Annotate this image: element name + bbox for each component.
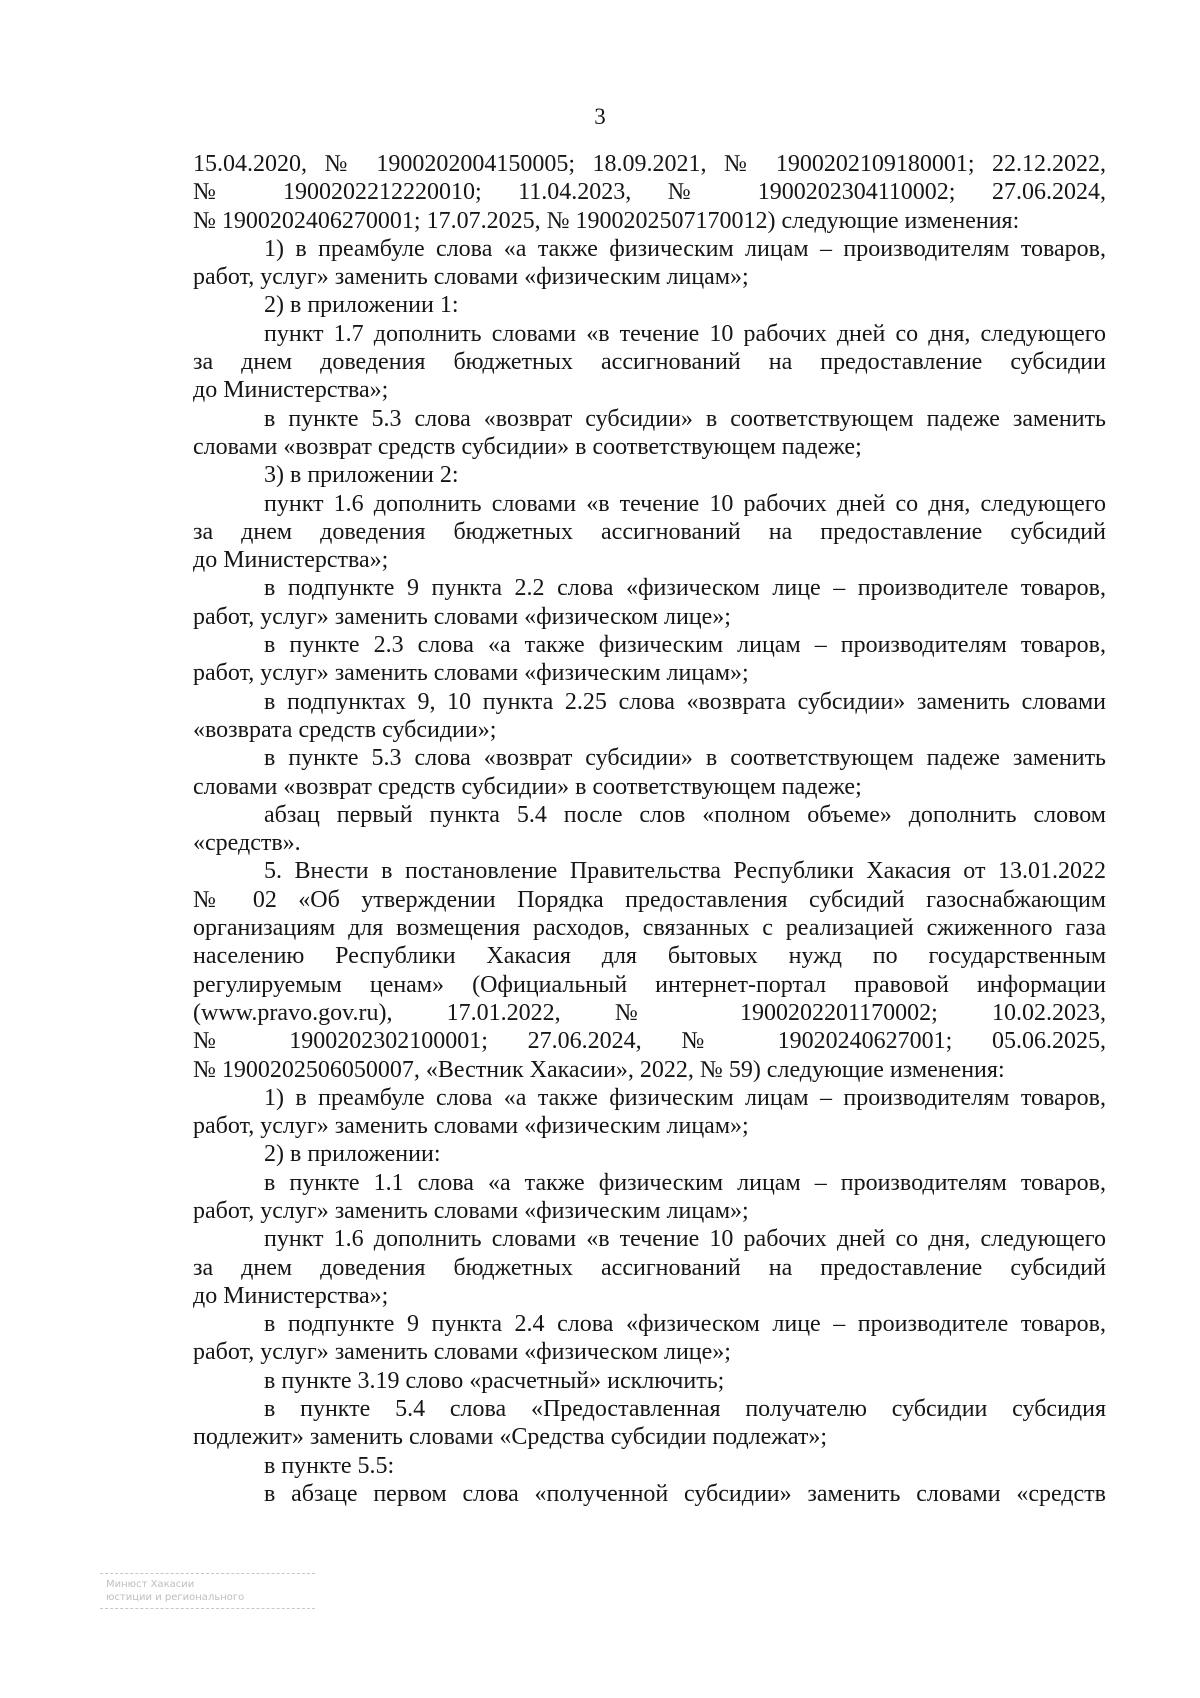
text-line: 1) в преамбуле слова «а также физическим лицам – производителям товаров,	[264, 235, 1106, 262]
text-line: № 1900202302100001; 27.06.2024, № 19020240627001; 05.06.2025,	[193, 1028, 1106, 1055]
text-line: в подпунктах 9, 10 пункта 2.25 слова «возврата субсидии» заменить словами	[264, 688, 1106, 715]
stamp-bottom-rule	[100, 1608, 315, 1609]
text-line: № 1900202212220010; 11.04.2023, № 1900202304110002; 27.06.2024,	[193, 179, 1106, 206]
stamp-text: Минюст Хакасии	[106, 1579, 195, 1590]
text-line: работ, услуг» заменить словами «физическим лицам»;	[193, 660, 749, 687]
text-line: работ, услуг» заменить словами «физическом лице»;	[193, 1339, 731, 1366]
text-line: организациям для возмещения расходов, связанных с реализацией сжиженного газа	[193, 915, 1106, 942]
text-line: 15.04.2020, № 1900202004150005; 18.09.2021, № 1900202109180001; 22.12.2022,	[193, 151, 1106, 177]
text-line: словами «возврат средств субсидии» в соответствующем падеже;	[193, 433, 862, 460]
text-line: «средств».	[193, 830, 301, 857]
text-line: 2) в приложении:	[264, 1141, 441, 1168]
stamp-text: юстиции и регионального	[106, 1592, 245, 1603]
text-line: работ, услуг» заменить словами «физическим лицам»;	[193, 264, 749, 291]
text-line: № 02 «Об утверждении Порядка предоставления субсидий газоснабжающим	[193, 886, 1106, 913]
text-line: до Министерства»;	[193, 547, 389, 574]
text-line: в пункте 2.3 слова «а также физическим лицам – производителям товаров,	[264, 632, 1106, 659]
registration-stamp	[100, 1573, 315, 1633]
text-line: пункт 1.6 дополнить словами «в течение 10 рабочих дней со дня, следующего	[264, 490, 1106, 517]
text-line: в пункте 5.3 слова «возврат субсидии» в соответствующем падеже заменить	[264, 745, 1106, 772]
text-line: в пункте 5.5:	[264, 1452, 395, 1479]
text-line: работ, услуг» заменить словами «физическим лицам»;	[193, 1197, 749, 1224]
text-line: за днем доведения бюджетных ассигнований на предоставление субсидий	[193, 518, 1106, 545]
text-line: 5. Внести в постановление Правительства Республики Хакасия от 13.01.2022	[264, 858, 1106, 885]
text-line: в пункте 5.3 слова «возврат субсидии» в соответствующем падеже заменить	[264, 405, 1106, 432]
text-line: за днем доведения бюджетных ассигнований на предоставление субсидии	[193, 349, 1106, 376]
text-line: пункт 1.6 дополнить словами «в течение 10 рабочих дней со дня, следующего	[264, 1226, 1106, 1253]
text-line: в пункте 1.1 слова «а также физическим лицам – производителям товаров,	[264, 1169, 1106, 1196]
text-line: в подпункте 9 пункта 2.2 слова «физическом лице – производителе товаров,	[264, 575, 1106, 602]
text-line: № 1900202506050007, «Вестник Хакасии», 2022, № 59) следующие изменения:	[193, 1056, 1005, 1083]
text-line: 3) в приложении 2:	[264, 462, 459, 489]
text-line: в пункте 5.4 слова «Предоставленная получателю субсидии субсидия	[264, 1396, 1106, 1423]
text-line: до Министерства»;	[193, 1282, 389, 1309]
stamp-lines	[100, 1578, 315, 1604]
text-line: работ, услуг» заменить словами «физическом лице»;	[193, 603, 731, 630]
text-line: в абзаце первом слова «полученной субсидии» заменить словами «средств	[264, 1480, 1106, 1507]
text-line: подлежит» заменить словами «Средства субсидии подлежат»;	[193, 1424, 828, 1451]
text-line: № 1900202406270001; 17.07.2025, № 1900202507170012) следующие изменения:	[193, 207, 1020, 234]
text-line: до Министерства»;	[193, 377, 389, 404]
text-line: абзац первый пункта 5.4 после слов «полном объеме» дополнить словом	[264, 801, 1106, 828]
text-line: работ, услуг» заменить словами «физическим лицам»;	[193, 1113, 749, 1140]
text-line: в подпункте 9 пункта 2.4 слова «физическом лице – производителе товаров,	[264, 1311, 1106, 1338]
text-line: (www.pravo.gov.ru), 17.01.2022, № 1900202201170002; 10.02.2023,	[193, 999, 1106, 1026]
text-line: в пункте 3.19 слово «расчетный» исключить;	[264, 1367, 725, 1394]
stamp-top-rule	[100, 1573, 315, 1574]
page-number: 3	[594, 104, 606, 129]
text-line: «возврата средств субсидии»;	[193, 716, 497, 743]
text-line: 2) в приложении 1:	[264, 292, 459, 319]
document-body	[193, 150, 1106, 1508]
text-line: 1) в преамбуле слова «а также физическим лицам – производителям товаров,	[264, 1084, 1106, 1111]
text-line: пункт 1.7 дополнить словами «в течение 10 рабочих дней со дня, следующего	[264, 320, 1106, 347]
text-line: за днем доведения бюджетных ассигнований на предоставление субсидий	[193, 1254, 1106, 1281]
text-line: регулируемым ценам» (Официальный интернет-портал правовой информации	[193, 971, 1106, 998]
text-line: населению Республики Хакасия для бытовых нужд по государственным	[193, 943, 1106, 970]
text-line: словами «возврат средств субсидии» в соответствующем падеже;	[193, 773, 862, 800]
